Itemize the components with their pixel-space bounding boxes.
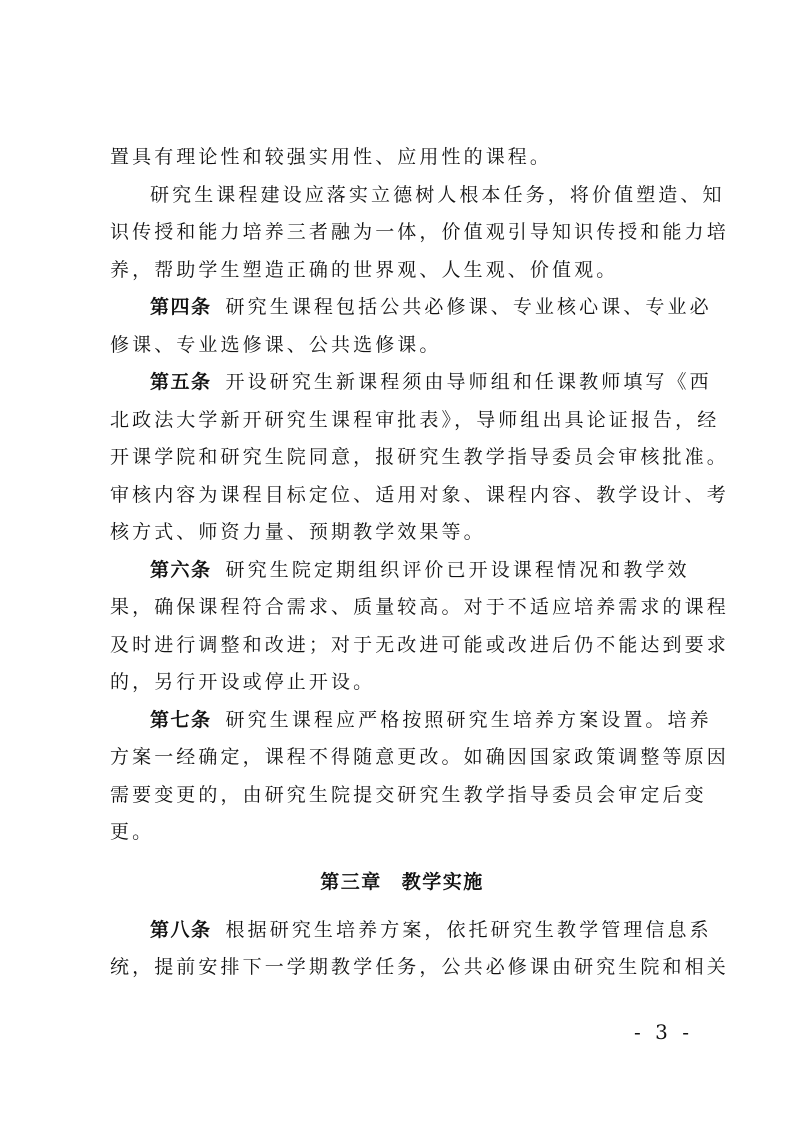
chapter-heading [110, 852, 694, 912]
article-7-text: 研究生课程应严格按照研究生培养方案设置。培养 [225, 708, 712, 731]
paragraph-line: 识传授和能力培养三者融为一体，价值观引导知识传授和能力培 [110, 221, 729, 243]
article-5-line [110, 364, 712, 402]
article-5-line: 开课学院和研究生院同意，报研究生教学指导委员会审核批准。 [110, 446, 729, 468]
article-7-line: 更。 [110, 821, 155, 843]
article-7-label: 第七条 [150, 708, 212, 731]
article-5-line: 北政法大学新开研究生课程审批表》，导师组出具论证报告，经 [110, 408, 720, 431]
article-6-label: 第六条 [150, 558, 212, 581]
article-7-line: 方案一经确定，课程不得随意更改。如确因国家政策调整等原因 [110, 746, 729, 768]
article-4-text: 研究生课程包括公共必修课、专业核心课、专业必 [225, 296, 712, 318]
paragraph-line: 研究生课程建设应落实立德树人根本任务，将价值塑造、知 [150, 183, 725, 206]
article-6-line: 果，确保课程符合需求、质量较高。对于不适应培养需求的课程 [110, 596, 729, 618]
paragraph-line: 养，帮助学生塑造正确的世界观、人生观、价值观。 [110, 258, 619, 281]
article-5-text: 开设研究生新课程须由导师组和任课教师填写《西 [225, 371, 712, 393]
paragraph-line: 置具有理论性和较强实用性、应用性的课程。 [110, 146, 553, 168]
article-8-label: 第八条 [150, 918, 212, 941]
article-8-line: 统，提前安排下一学期教学任务，公共必修课由研究生院和相关 [110, 956, 729, 978]
article-7-line [110, 702, 712, 740]
article-4-line: 修课、专业选修课、公共选修课。 [110, 333, 442, 356]
article-6-line: 及时进行调整和改进；对于无改进可能或改进后仍不能达到要求 [110, 633, 729, 656]
article-5-label: 第五条 [150, 371, 212, 393]
article-6-text: 研究生院定期组织评价已开设课程情况和教学效 [225, 558, 690, 581]
article-6-line: 的，另行开设或停止开设。 [110, 671, 376, 693]
article-5-line: 审核内容为课程目标定位、适用对象、课程内容、教学设计、考 [110, 483, 729, 506]
article-4-label: 第四条 [150, 296, 212, 318]
article-8-line [110, 912, 712, 950]
body-text [110, 139, 729, 987]
chapter-number: 第三章 [320, 870, 382, 893]
article-4-line [110, 289, 712, 327]
article-5-line: 核方式、师资力量、预期教学效果等。 [110, 521, 486, 543]
page-number: - 3 - [634, 1020, 693, 1044]
chapter-title: 教学实施 [401, 870, 484, 893]
article-6-line [110, 552, 694, 590]
article-8-text: 根据研究生培养方案，依托研究生教学管理信息系 [225, 918, 712, 941]
article-7-line: 需要变更的，由研究生院提交研究生教学指导委员会审定后变 [110, 783, 707, 806]
